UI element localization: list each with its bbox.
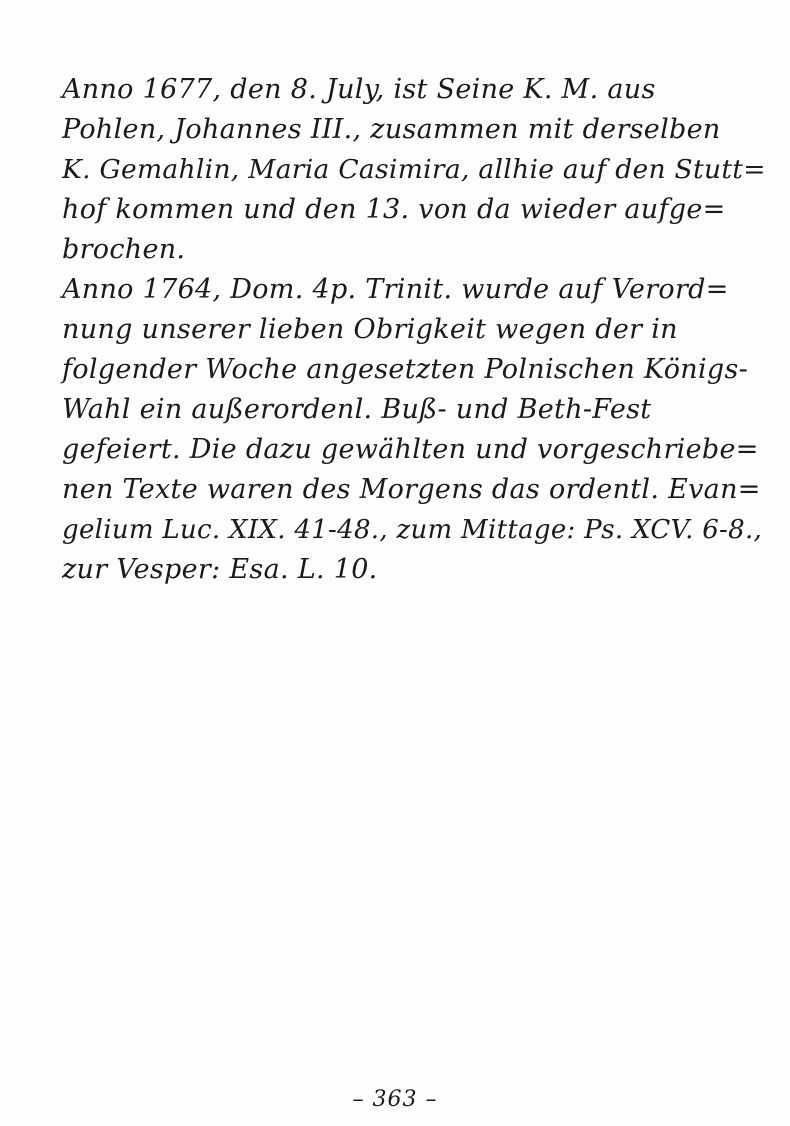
entry-line: nung unserer lieben Obrigkeit wegen der in — [62, 314, 678, 345]
entry-line: K. Gemahlin, Maria Casimira, allhie auf den Stutt= — [62, 154, 766, 185]
entry-line: Wahl ein außerordenl. Buß- und Beth-Fest — [62, 394, 652, 425]
entry-line: zur Vesper: Esa. L. 10. — [62, 554, 378, 585]
entry-1677 — [62, 70, 772, 270]
page-number: – 363 – — [352, 1087, 438, 1112]
entry-line: hof kommen und den 13. von da wieder aufge= — [62, 194, 726, 225]
entry-line: brochen. — [62, 234, 186, 265]
entry-line: Anno 1764, Dom. 4p. Trinit. wurde auf Verord= — [62, 274, 729, 305]
entry-line: folgender Woche angesetzten Polnischen Königs- — [62, 354, 749, 385]
entry-line: gelium Luc. XIX. 41-48., zum Mittage: Ps. XCV. 6-8., — [62, 515, 763, 545]
entry-line: Pohlen, Johannes III., zusammen mit derselben — [62, 114, 721, 145]
entry-1764 — [62, 270, 772, 590]
entry-line: nen Texte waren des Morgens das ordentl. Evan= — [62, 474, 761, 505]
entry-line: gefeiert. Die dazu gewählten und vorgeschriebe= — [62, 434, 759, 465]
entry-line: Anno 1677, den 8. July, ist Seine K. M. aus — [62, 74, 656, 105]
